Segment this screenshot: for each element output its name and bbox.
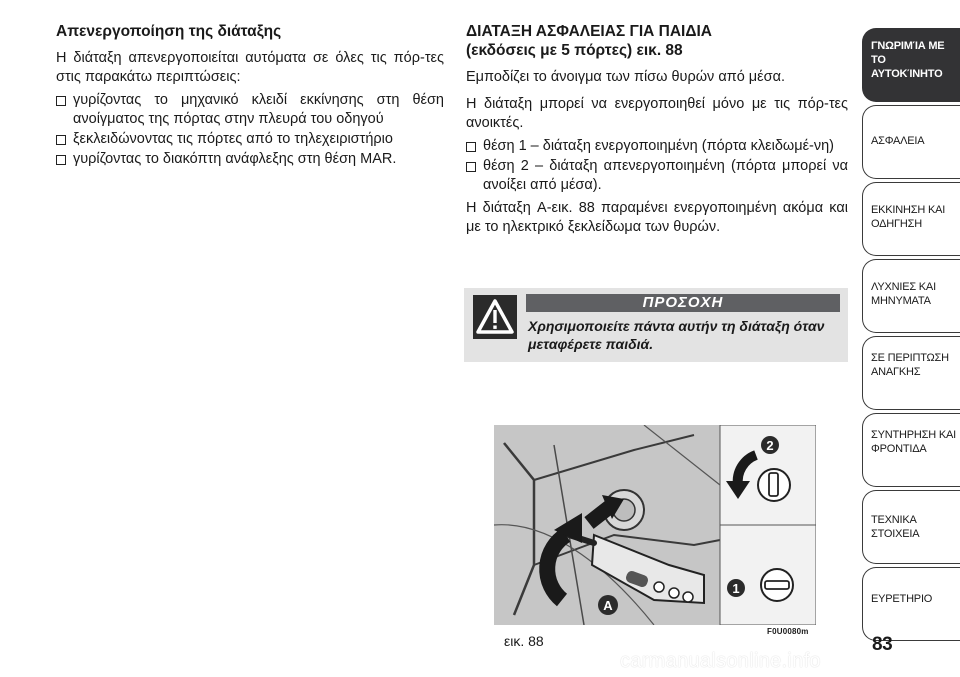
list-item: γυρίζοντας το διακόπτη ανάφλεξης στη θέση MAR.: [56, 150, 444, 169]
figure-label-1: 1: [732, 581, 740, 596]
section-heading-deactivation: Απενεργοποίηση της διάταξης: [56, 23, 282, 40]
warning-box: [464, 288, 848, 362]
tab-lights-messages[interactable]: ΛΥΧΝΙΕΣ ΚΑΙ ΜΗΝΥΜΑΤΑ: [862, 259, 960, 333]
chapter-tabs: [858, 0, 960, 677]
tab-maintenance-care[interactable]: ΣΥΝΤΗΡΗΣΗ ΚΑΙ ΦΡΟΝΤΙΔΑ: [862, 413, 960, 487]
list-item: ξεκλειδώνοντας τις πόρτες από το τηλεχειριστήριο: [56, 130, 444, 149]
tab-getting-to-know-car[interactable]: ΓΝΩΡΙΜΊΑ ΜΕ ΤΟ ΑΥΤΟΚΊΝΗΤΟ: [862, 28, 960, 102]
checkbox-bullet-icon: [56, 155, 66, 165]
checkbox-bullet-icon: [466, 162, 476, 172]
figure-label-2: 2: [766, 438, 774, 453]
left-column: [56, 22, 444, 170]
child-lock-para-2: Η διάταξη μπορεί να ενεργοποιηθεί μόνο με τις πόρ-τες ανοικτές.: [466, 96, 848, 131]
figure-code: F0U0080m: [767, 627, 809, 636]
section-heading-child-lock: ΔΙΑΤΑΞΗ ΑΣΦΑΛΕΙΑΣ ΓΙΑ ΠΑΙΔΙΑ (εκδόσεις με 5 πόρτες) εικ. 88: [466, 23, 713, 59]
checkbox-bullet-icon: [466, 142, 476, 152]
page-number: 83: [872, 634, 893, 655]
list-item: γυρίζοντας το μηχανικό κλειδί εκκίνησης στη θέση ανοίγματος της πόρτας στην πλευρά του οδηγού: [56, 91, 444, 129]
tab-starting-driving[interactable]: ΕΚΚΙΝΗΣΗ ΚΑΙ ΟΔΗΓΗΣΗ: [862, 182, 960, 256]
child-lock-para-3: Η διάταξη A-εικ. 88 παραμένει ενεργοποιημένη ακόμα και με το ηλεκτρικό ξεκλείδωμα των θυρών.: [466, 200, 848, 235]
checkbox-bullet-icon: [56, 135, 66, 145]
figure-label-a: A: [603, 598, 613, 613]
child-lock-para-1: Εμποδίζει το άνοιγμα των πίσω θυρών από μέσα.: [466, 69, 785, 85]
list-item: θέση 2 – διάταξη απενεργοποιημένη (πόρτα μπορεί να ανοίξει από μέσα).: [466, 157, 848, 195]
tab-safety[interactable]: ΑΣΦΑΛΕΙΑ: [862, 105, 960, 179]
deactivation-intro: Η διάταξη απενεργοποιείται αυτόματα σε όλες τις πόρ-τες στις παρακάτω περιπτώσεις:: [56, 50, 444, 85]
warning-triangle-icon: [473, 295, 517, 339]
list-item: θέση 1 – διάταξη ενεργοποιημένη (πόρτα κλειδωμέ-νη): [466, 137, 848, 156]
right-column: [466, 22, 848, 241]
warning-title: ΠΡΟΣΟΧΗ: [526, 294, 840, 312]
warning-text: Χρησιμοποιείτε πάντα αυτήν τη διάταξη όταν μεταφέρετε παιδιά.: [528, 318, 825, 352]
figure-child-lock: [494, 425, 816, 625]
tab-index[interactable]: ΕΥΡΕΤΗΡΙΟ: [862, 567, 960, 641]
checkbox-bullet-icon: [56, 96, 66, 106]
tab-technical-data[interactable]: ΤΕΧΝΙΚΑ ΣΤΟΙΧΕΙΑ: [862, 490, 960, 564]
tab-emergency[interactable]: ΣΕ ΠΕΡΙΠΤΩΣΗ ΑΝΑΓΚΗΣ: [862, 336, 960, 410]
watermark: carmanualsonline.info: [620, 650, 821, 672]
figure-caption: εικ. 88: [504, 633, 544, 649]
